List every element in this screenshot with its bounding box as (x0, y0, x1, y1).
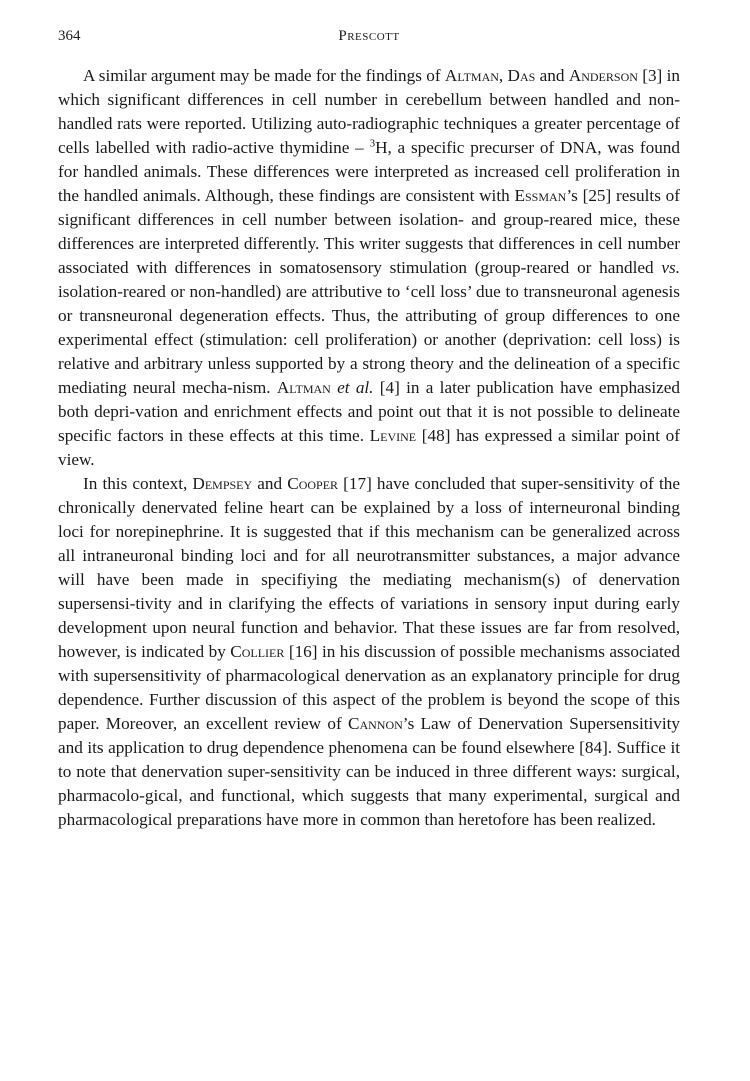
text-run: [4] in a later publication have emphasized both depri-vation and enrichment effects and point out that it is not possible to delineate specific factors in these effects at this time. (58, 378, 680, 445)
author-name: Altman (276, 378, 331, 397)
author-name: Anderson (568, 66, 638, 85)
text-run: isolation-reared or non-handled) are attributive to ‘cell loss’ due to transneuronal agenesis or transneuronal degeneration effects. Thus, the attributing of group differences to one experimental effect (stimulation: cell proliferation) or another (deprivation: cell loss) is relative and arbitrary unless supported by a strong theory and the delineation of a specific mediating neural mecha-nism. (58, 282, 680, 397)
author-name: Essman (514, 186, 567, 205)
text-run: ’s Law of Denervation Supersensitivity and its application to drug dependence phenomena can be found elsewhere [84]. Suffice it to note that denervation super-sensitivity can be induced in three different ways: surgical, pharmacolo-gical, and functional, which suggests that many experimental, surgical and pharmacological preparations have more in common than heretofore has been realized. (58, 714, 681, 829)
author-name: Cannon (348, 714, 403, 733)
text-run: [17] have concluded that super-sensitivity of the chronically denervated feline heart can be explained by a loss of interneuronal binding loci for norepinephrine. It is suggested that if this mechanism can be generalized across all intraneuronal binding loci and for all neurotransmitter substances, a major advance will have been made in specifiying the mediating mechanism(s) of denervation supersensi-tivity and in clarifying the effects of variations in sensory input during early development upon neural function and behavior. That these issues are far from resolved, however, is indicated by (58, 474, 680, 661)
text-run: , (498, 66, 508, 85)
superscript: 3 (369, 137, 376, 150)
italic-text: et al. (337, 378, 374, 397)
author-name: Altman (444, 66, 499, 85)
author-name: Cooper (287, 474, 339, 493)
text-run: [48] has expressed a similar point of view. (58, 426, 680, 469)
text-run: H, a specific precurser of DNA, was found for handled animals. These differences were interpreted as increased cell proliferation in the handled animals. Although, these findings are consistent with (58, 138, 680, 205)
italic-text: vs. (661, 258, 680, 277)
text-run: A similar argument may be made for the findings of (83, 66, 445, 85)
text-run: and (252, 474, 288, 493)
body-text (58, 64, 680, 832)
author-name: Collier (230, 642, 285, 661)
paragraph (58, 64, 680, 472)
text-run: In this context, (83, 474, 193, 493)
author-name: Dempsey (192, 474, 253, 493)
author-name: Levine (369, 426, 417, 445)
text-run: [3] in which significant differences in cell number in cerebellum between handled and non-handled rats were reported. Utilizing auto-radiographic techniques a greater percentage of cells labelled with radio-active thymidine – (58, 66, 680, 157)
paragraph (58, 472, 680, 832)
page-number: 364 (58, 28, 81, 44)
author-name: Das (507, 66, 536, 85)
text-run: and (535, 66, 569, 85)
document-page (58, 20, 680, 832)
text-run: ’s [25] results of significant differences in cell number between isolation- and group-reared mice, these differences are interpreted differently. This writer suggests that differences in cell number associated with differences in somatosensory stimulation (group-reared or handled (58, 186, 680, 277)
running-header (58, 20, 680, 50)
running-title: Prescott (338, 28, 400, 44)
text-run: [16] in his discussion of possible mechanisms associated with supersensitivity of pharmacological denervation as an explanatory principle for drug dependence. Further discussion of this aspect of the problem is beyond the scope of this paper. Moreover, an excellent review of (58, 642, 680, 733)
